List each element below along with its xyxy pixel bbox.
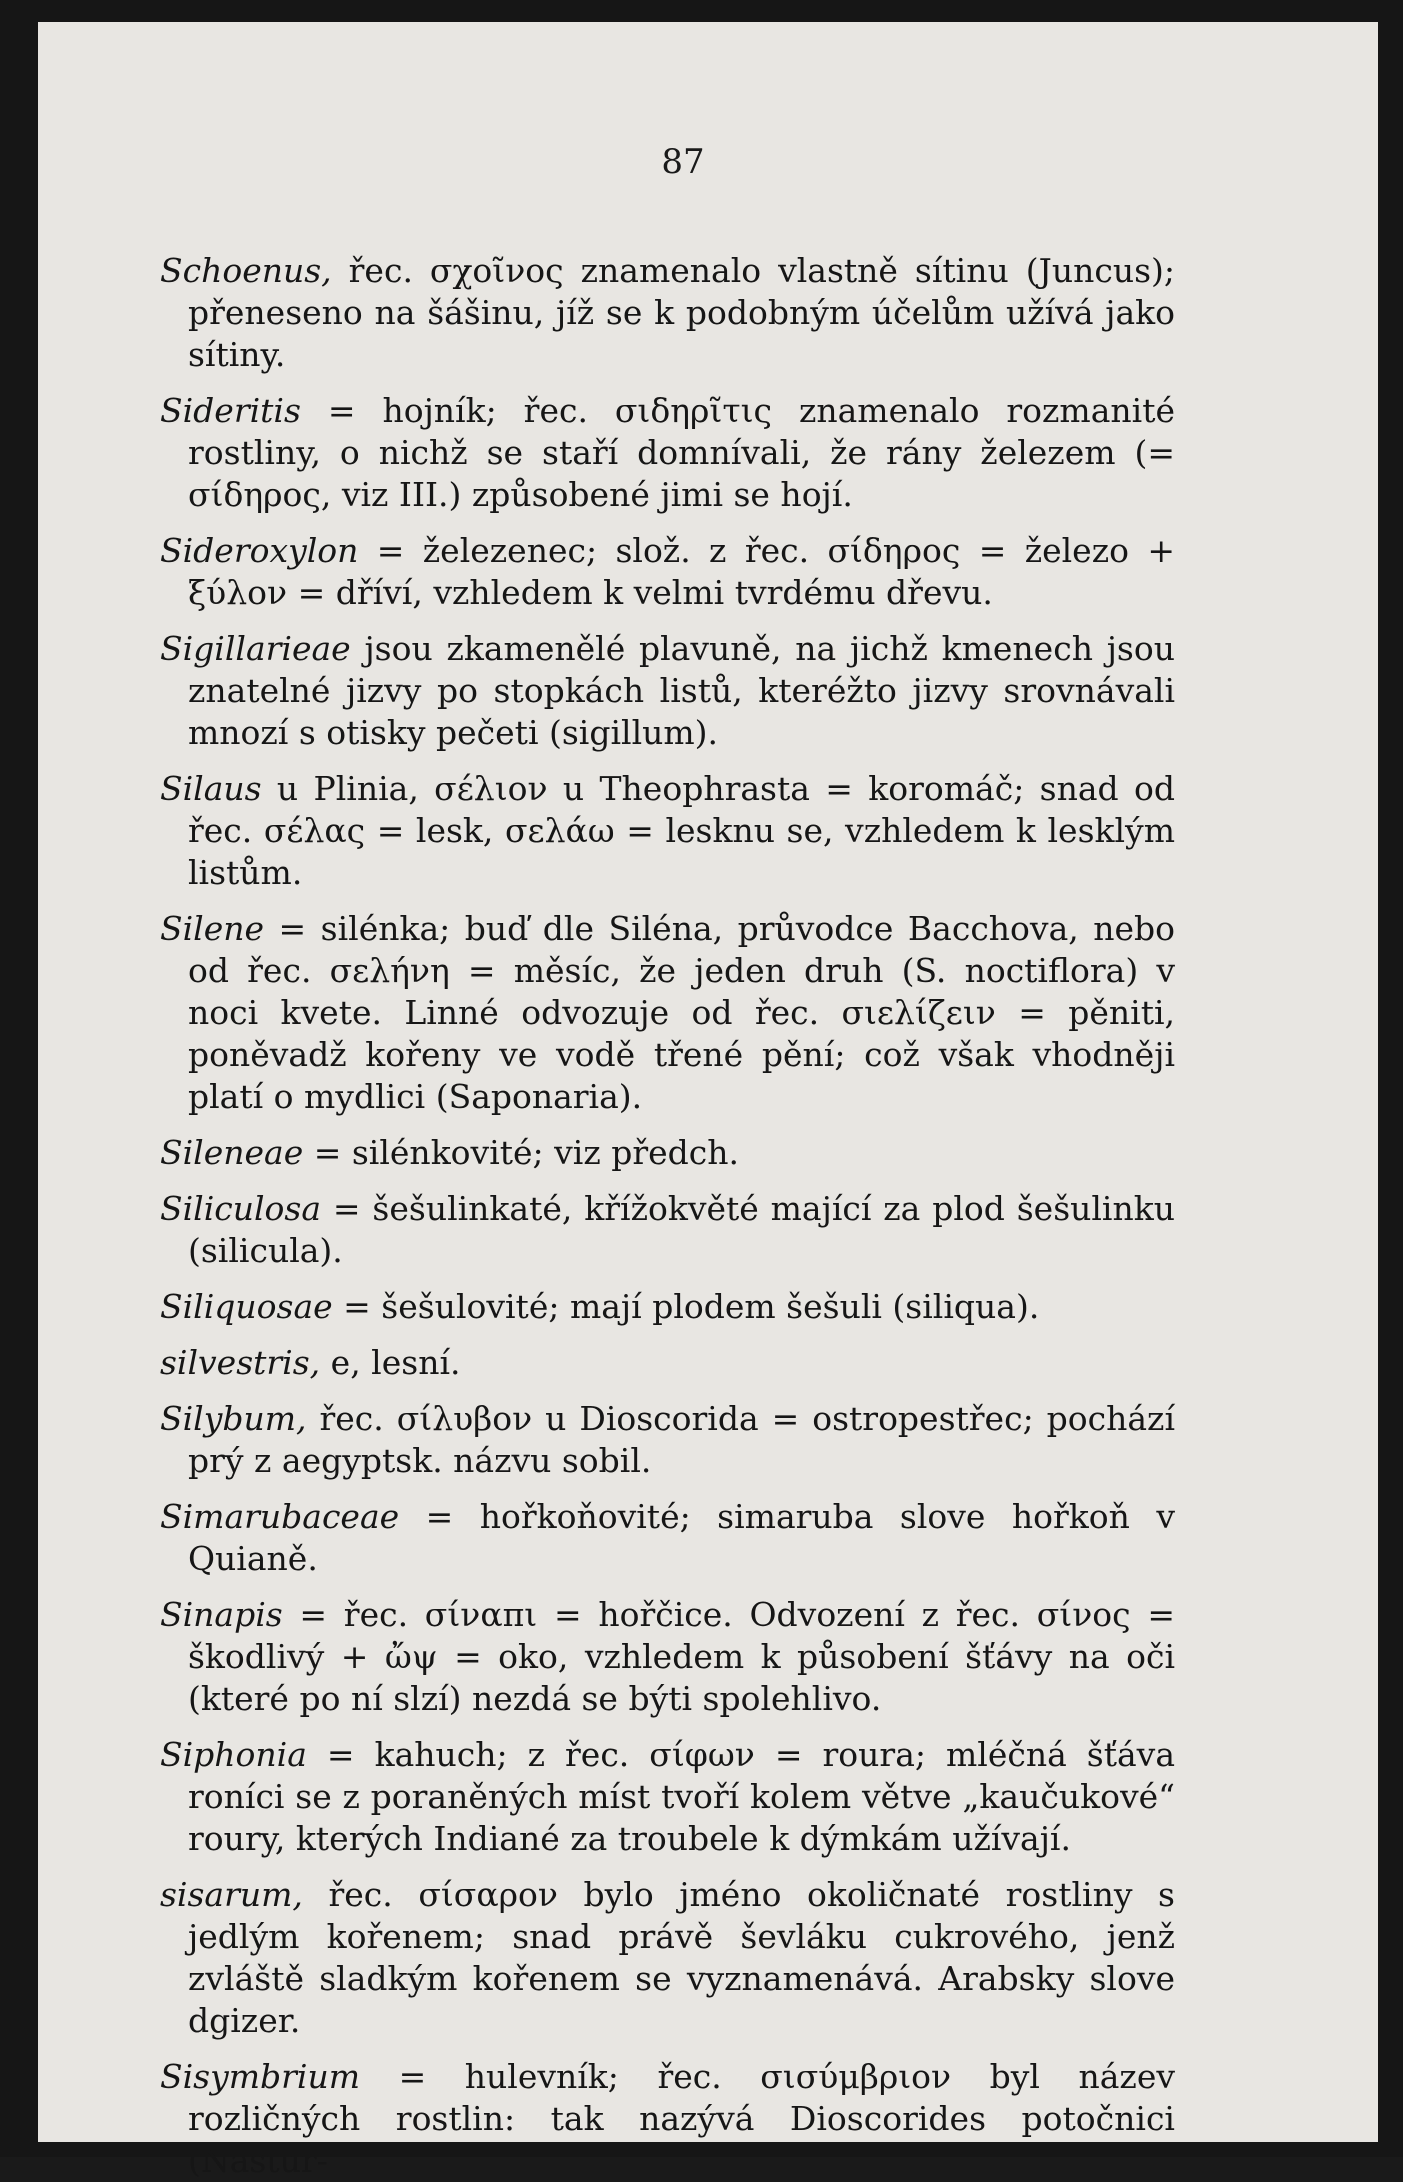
entry-text: = šešulinkaté, křížokvěté mající za plod šešulinku (silicula).: [188, 1189, 1175, 1270]
entry-term: Siphonia: [160, 1735, 307, 1774]
entry-term: Silene: [160, 909, 265, 948]
entry-text: = železenec; slož. z řec. σίδηρος = železo + ξύλον = dříví, vzhledem k velmi tvrdému dřevu.: [188, 531, 1175, 612]
dictionary-entry: [160, 768, 1175, 894]
dictionary-entry: [160, 1286, 1175, 1328]
dictionary-entry: [160, 1496, 1175, 1580]
dictionary-entry: [160, 628, 1175, 754]
dictionary-entry: [160, 530, 1175, 614]
entry-term: Silaus: [160, 769, 262, 808]
entry-term: Sideritis: [160, 391, 301, 430]
entry-text: = kahuch; z řec. σίφων = roura; mléčná šťáva roníci se z poraněných míst tvoří kolem větve „kaučukové“ roury, kterých Indiané za troubele k dýmkám užívají.: [188, 1735, 1175, 1858]
entry-text: = řec. σίναπι = hořčice. Odvození z řec. σίνος = škodlivý + ὤψ = oko, vzhledem k působení šťávy na oči (které po ní slzí) nezdá se býti spolehlivo.: [188, 1595, 1175, 1718]
dictionary-entry: [160, 908, 1175, 1118]
entry-text: = hojník; řec. σιδηρῖτις znamenalo rozmanité rostliny, o nichž se staří domnívali, že rány železem (= σίδηρος, viz III.) způsobené jimi se hojí.: [188, 391, 1175, 514]
dictionary-entry: [160, 1342, 1175, 1384]
dictionary-entry: [160, 1188, 1175, 1272]
entry-term: silvestris,: [160, 1343, 321, 1382]
page-number: 87: [661, 142, 705, 182]
dictionary-entry: [160, 2056, 1175, 2182]
entry-text: u Plinia, σέλιον u Theophrasta = koromáč; snad od řec. σέλας = lesk, σελάω = lesknu se, vzhledem k lesklým listům.: [188, 769, 1175, 892]
entry-text: = hořkoňovité; simaruba slove hořkoň v Quianě.: [188, 1497, 1175, 1578]
dictionary-entry: [160, 250, 1175, 376]
entry-term: Schoenus,: [160, 251, 332, 290]
entry-term: Siliquosae: [160, 1287, 333, 1326]
entry-text: = silénkovité; viz předch.: [303, 1133, 740, 1172]
entry-term: Sigillarieae: [160, 629, 351, 668]
entry-term: Sinapis: [160, 1595, 283, 1634]
entry-text: jsou zkamenělé plavuně, na jichž kmenech jsou znatelné jizvy po stopkách listů, kteréžto jizvy srovnávali mnozí s otisky pečeti (sigillum).: [188, 629, 1175, 752]
entry-text: e, lesní.: [320, 1343, 461, 1382]
entry-term: Simarubaceae: [160, 1497, 400, 1536]
entry-term: sisarum,: [160, 1875, 303, 1914]
dictionary-entry: [160, 1874, 1175, 2042]
book-page: [38, 22, 1378, 2180]
entry-text: = šešulovité; mají plodem šešuli (siliqua).: [332, 1287, 1040, 1326]
entry-text: = hulevník; řec. σισύμβριον byl název rozličných rostlin: tak nazývá Dioscorides potočnici (Nastur-: [188, 2057, 1175, 2180]
entry-text: řec. σχοῖνος znamenalo vlastně sítinu (Juncus); přeneseno na šášinu, jíž se k podobným účelům užívá jako sítiny.: [188, 251, 1175, 374]
dictionary-entry: [160, 1398, 1175, 1482]
entry-term: Silybum,: [160, 1399, 307, 1438]
entry-term: Siliculosa: [160, 1189, 322, 1228]
entry-text: řec. σίσαρον bylo jméno okoličnaté rostliny s jedlým kořenem; snad právě ševláku cukrového, jenž zvláště sladkým kořenem se vyznamenává. Arabsky slove dgizer.: [188, 1875, 1175, 2040]
entry-text: řec. σίλυβον u Dioscorida = ostropestřec; pochází prý z aegyptsk. názvu sobil.: [188, 1399, 1175, 1480]
dictionary-entry: [160, 1594, 1175, 1720]
entry-term: Sileneae: [160, 1133, 304, 1172]
dictionary-entry: [160, 1132, 1175, 1174]
dictionary-entries: [160, 250, 1175, 2182]
dictionary-entry: [160, 1734, 1175, 1860]
entry-term: Sideroxylon: [160, 531, 359, 570]
entry-text: = silénka; buď dle Siléna, průvodce Bacchova, nebo od řec. σελήνη = měsíc, že jeden druh (S. noctiflora) v noci kvete. Linné odvozuje od řec. σιελίζειν = pěniti, poněvadž kořeny ve vodě třené pění; což však vhodněji platí o mydlici (Saponaria).: [188, 909, 1175, 1116]
entry-term: Sisymbrium: [160, 2057, 361, 2096]
dictionary-entry: [160, 390, 1175, 516]
